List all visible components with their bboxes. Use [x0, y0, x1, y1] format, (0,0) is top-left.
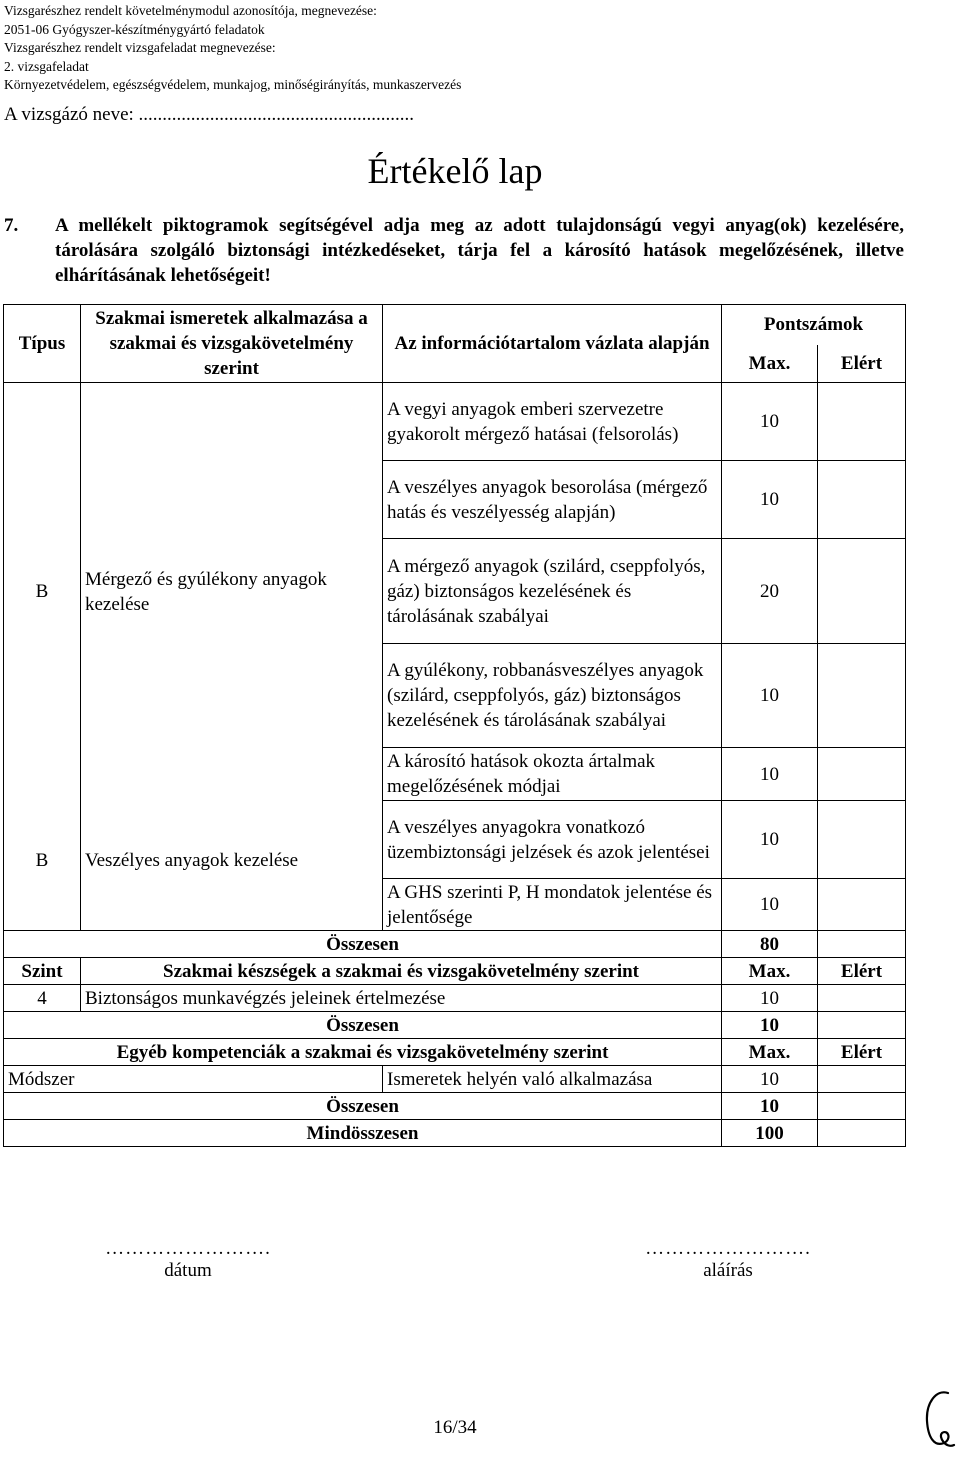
criterion-text: A veszélyes anyagok besorolása (mérgező hatás és veszélyesség alapján): [383, 461, 722, 539]
group2-topic: Veszélyes anyagok kezelése: [81, 801, 383, 931]
subtotal-achieved[interactable]: [818, 1012, 906, 1039]
grand-total-max: 100: [722, 1120, 818, 1147]
col-max-header: Max.: [722, 345, 818, 383]
signature-block: [598, 1238, 858, 1282]
criterion-achieved[interactable]: [818, 383, 906, 461]
col-achieved-header: Elért: [818, 345, 906, 383]
question-text: A mellékelt piktogramok segítségével adja meg az adott tulajdonságú vegyi anyag(ok) kezelésére, tárolására szolgáló biztonsági intézkedéseket, tárja fel a károsító hatások megelőzésének, illetve elhárításának lehetőségeit!: [55, 215, 904, 286]
criterion-text: A gyúlékony, robbanásveszélyes anyagok (szilárd, cseppfolyós, gáz) biztonságos kezelésének és tárolásának szabályai: [383, 644, 722, 748]
examinee-name-field[interactable]: A vizsgázó neve: ..........................................................: [4, 104, 415, 125]
criterion-achieved[interactable]: [818, 539, 906, 644]
criterion-max: 20: [722, 539, 818, 644]
date-signature-block: [58, 1238, 318, 1282]
grand-total-label: Mindösszesen: [4, 1120, 722, 1147]
criterion-achieved[interactable]: [818, 644, 906, 748]
page-title: Értékelő lap: [367, 151, 543, 191]
group2-type: B: [4, 801, 81, 931]
date-line[interactable]: …………………….: [105, 1238, 271, 1259]
header-line-5: Környezetvédelem, egészségvédelem, munkajog, minőségirányítás, munkaszervezés: [4, 77, 462, 92]
question: [4, 213, 904, 288]
group1-topic: Mérgező és gyúlékony anyagok kezelése: [81, 383, 383, 801]
group1-type: B: [4, 383, 81, 801]
col-knowledge-header: Szakmai ismeretek alkalmazása a szakmai és vizsgakövetelmény szerint: [81, 305, 383, 383]
skills-max-header: Max.: [722, 958, 818, 985]
header-line-4: 2. vizsgafeladat: [4, 58, 89, 74]
skills-text: Biztonságos munkavégzés jeleinek értelmezése: [81, 985, 722, 1012]
other-max-header: Max.: [722, 1039, 818, 1066]
col-type-header: Típus: [4, 305, 81, 383]
other-method: Módszer: [4, 1066, 383, 1093]
criterion-text: A vegyi anyagok emberi szervezetre gyakorolt mérgező hatásai (felsorolás): [383, 383, 722, 461]
skills-achieved[interactable]: [818, 985, 906, 1012]
criterion-achieved[interactable]: [818, 461, 906, 539]
page-number: 16/34: [433, 1417, 477, 1438]
other-text: Ismeretek helyén való alkalmazása: [383, 1066, 722, 1093]
skills-level-header: Szint: [4, 958, 81, 985]
criterion-achieved[interactable]: [818, 879, 906, 931]
criterion-text: A károsító hatások okozta ártalmak megelőzésének módjai: [383, 748, 722, 801]
header-line-2: 2051-06 Gyógyszer-készítménygyártó feladatok: [4, 21, 265, 37]
signature-line[interactable]: …………………….: [645, 1238, 811, 1259]
criterion-max: 10: [722, 748, 818, 801]
other-competencies-header: Egyéb kompetenciák a szakmai és vizsgakövetelmény szerint: [4, 1039, 722, 1066]
signature-label: aláírás: [703, 1260, 753, 1281]
criterion-achieved[interactable]: [818, 748, 906, 801]
other-max: 10: [722, 1066, 818, 1093]
col-outline-header: Az információtartalom vázlata alapján: [383, 305, 722, 383]
skills-max: 10: [722, 985, 818, 1012]
criterion-max: 10: [722, 644, 818, 748]
subtotal-achieved[interactable]: [818, 931, 906, 958]
skills-level: 4: [4, 985, 81, 1012]
criterion-achieved[interactable]: [818, 801, 906, 879]
subtotal-max: 80: [722, 931, 818, 958]
evaluation-table: [3, 304, 906, 1147]
criterion-max: 10: [722, 879, 818, 931]
other-achieved[interactable]: [818, 1066, 906, 1093]
skills-achieved-header: Elért: [818, 958, 906, 985]
grand-total-achieved[interactable]: [818, 1120, 906, 1147]
criterion-text: A veszélyes anyagokra vonatkozó üzembiztonsági jelzések és azok jelentései: [383, 801, 722, 879]
header-line-3: Vizsgarészhez rendelt vizsgafeladat megnevezése:: [4, 40, 276, 55]
criterion-max: 10: [722, 461, 818, 539]
subtotal-max: 10: [722, 1093, 818, 1120]
document-header: [4, 2, 461, 95]
col-points-header: Pontszámok: [722, 305, 906, 345]
subtotal-label: Összesen: [4, 931, 722, 958]
subtotal-label: Összesen: [4, 1012, 722, 1039]
subtotal-label: Összesen: [4, 1093, 722, 1120]
criterion-max: 10: [722, 801, 818, 879]
subtotal-max: 10: [722, 1012, 818, 1039]
other-achieved-header: Elért: [818, 1039, 906, 1066]
subtotal-achieved[interactable]: [818, 1093, 906, 1120]
question-number: 7.: [4, 215, 19, 236]
header-line-1: Vizsgarészhez rendelt követelménymodul azonosítója, megnevezése:: [4, 3, 377, 18]
criterion-max: 10: [722, 383, 818, 461]
criterion-text: A GHS szerinti P, H mondatok jelentése és jelentősége: [383, 879, 722, 931]
date-label: dátum: [164, 1260, 212, 1281]
criterion-text: A mérgező anyagok (szilárd, cseppfolyós, gáz) biztonságos kezelésének és tárolásának szabályai: [383, 539, 722, 644]
handwritten-initial-mark: [918, 1385, 958, 1455]
skills-header: Szakmai készségek a szakmai és vizsgakövetelmény szerint: [81, 958, 722, 985]
